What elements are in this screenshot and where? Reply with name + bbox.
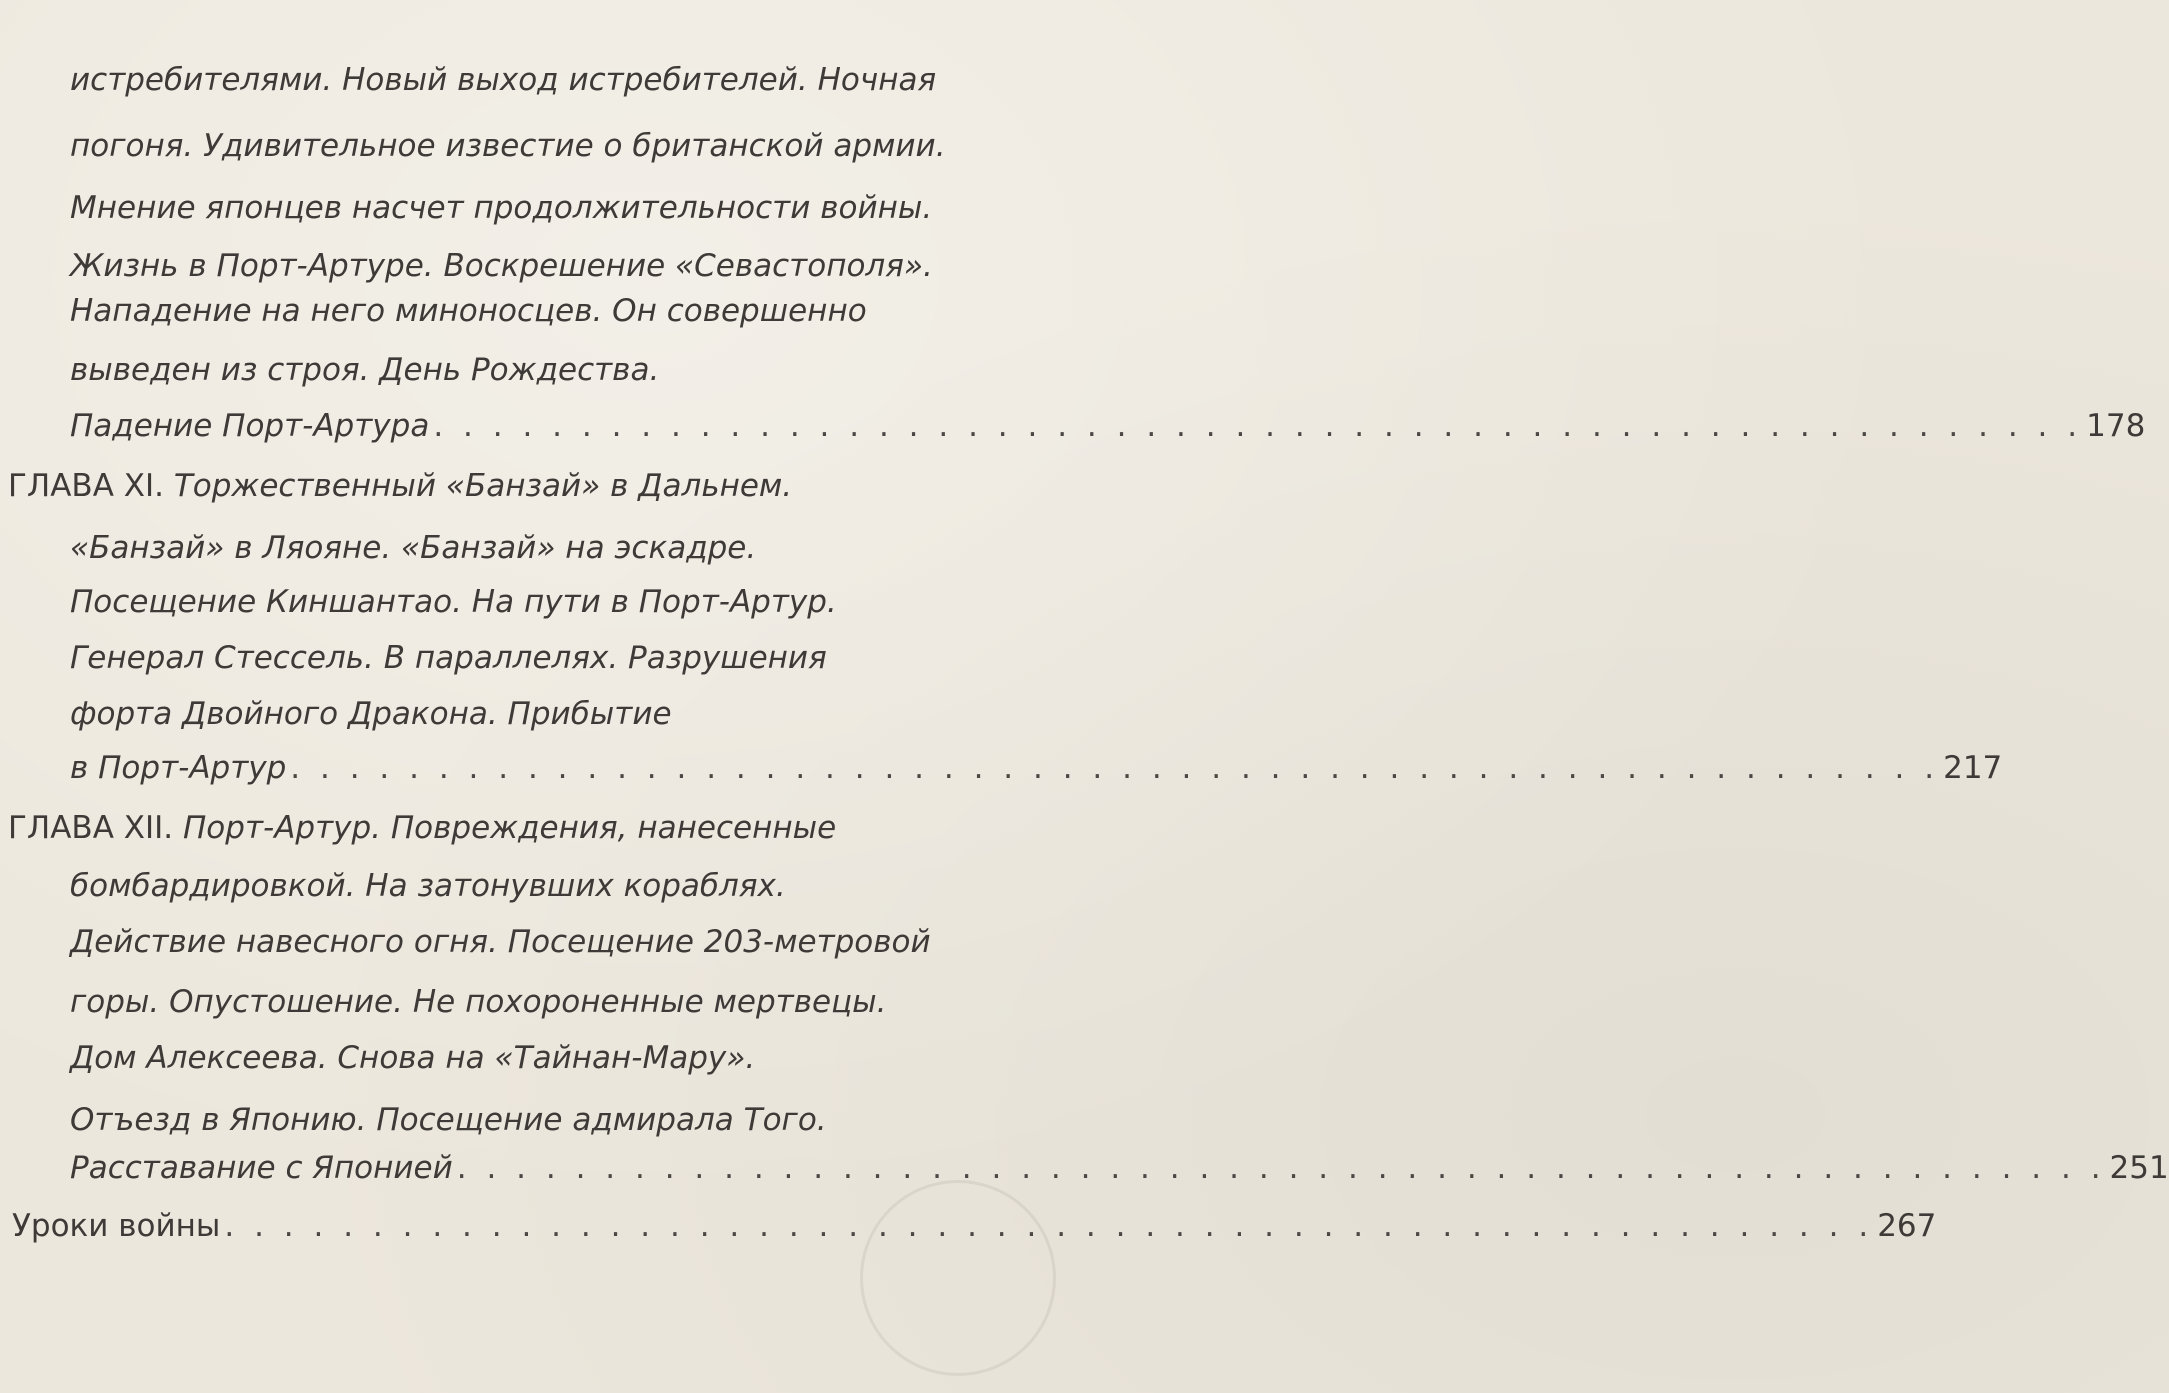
toc-line: Жизнь в Порт-Артуре. Воскрешение «Севастополя». [70,248,933,284]
toc-line: Торжественный «Банзай» в Дальнем. [173,468,793,504]
toc-line: Уроки войны [12,1208,221,1244]
page-number: 251 [2109,1150,2169,1186]
toc-line: бомбардировкой. На затонувших кораблях. [70,868,786,904]
toc-line: форта Двойного Дракона. Прибытие [70,696,672,732]
leader-dots: . . . . . . . . . . . . . . . . . . . . . . . . . . . . . . . . . . . . . . . . . . . . . . . . . . . . . . . . [224,1208,1874,1244]
toc-entry-lessons[interactable] [12,1198,1937,1254]
page-number: 267 [1877,1208,1937,1244]
toc-entry-chapter-11-end[interactable] [70,740,2003,796]
toc-line: горы. Опустошение. Не похороненные мертвецы. [70,984,887,1020]
toc-line: Генерал Стессель. В параллелях. Разрушения [70,640,827,676]
toc-line: Действие навесного огня. Посещение 203-метровой [70,924,931,960]
toc-line: Посещение Киншантао. На пути в Порт-Артур. [70,584,837,620]
toc-line: Расставание с Японией [70,1150,453,1186]
toc-entry-chapter-10-end[interactable] [70,398,2146,454]
toc-line: Порт-Артур. Повреждения, нанесенные [183,810,837,846]
toc-line: в Порт-Артур [70,750,287,786]
toc-line: Дом Алексеева. Снова на «Тайнан-Мару». [70,1040,756,1076]
toc-chapter-11-heading[interactable] [8,458,792,514]
toc-line: истребителями. Новый выход истребителей. Ночная [70,62,937,98]
toc-line: «Банзай» в Ляояне. «Банзай» на эскадре. [70,530,757,566]
page-number: 217 [1943,750,2003,786]
page-number: 178 [2086,408,2146,444]
toc-chapter-12-heading[interactable] [8,800,836,856]
toc-line: Нападение на него миноносцев. Он совершенно [70,293,867,329]
chapter-label: ГЛАВА XII. [8,810,174,846]
chapter-label: ГЛАВА XI. [8,468,164,504]
toc-line: погоня. Удивительное известие о британской армии. [70,128,946,164]
toc-entry-chapter-12-end[interactable] [70,1140,2169,1196]
leader-dots: . . . . . . . . . . . . . . . . . . . . . . . . . . . . . . . . . . . . . . . . . . . . . . . . . . . . . . . . [433,408,2083,444]
leader-dots: . . . . . . . . . . . . . . . . . . . . . . . . . . . . . . . . . . . . . . . . . . . . . . . . . . . . . . . . [290,750,1940,786]
toc-line: Падение Порт-Артура [70,408,430,444]
leader-dots: . . . . . . . . . . . . . . . . . . . . . . . . . . . . . . . . . . . . . . . . . . . . . . . . . . . . . . . . [456,1150,2106,1186]
toc-line: выведен из строя. День Рождества. [70,352,660,388]
toc-line: Отъезд в Японию. Посещение адмирала Того. [70,1102,827,1138]
toc-line: Мнение японцев насчет продолжительности войны. [70,190,933,226]
